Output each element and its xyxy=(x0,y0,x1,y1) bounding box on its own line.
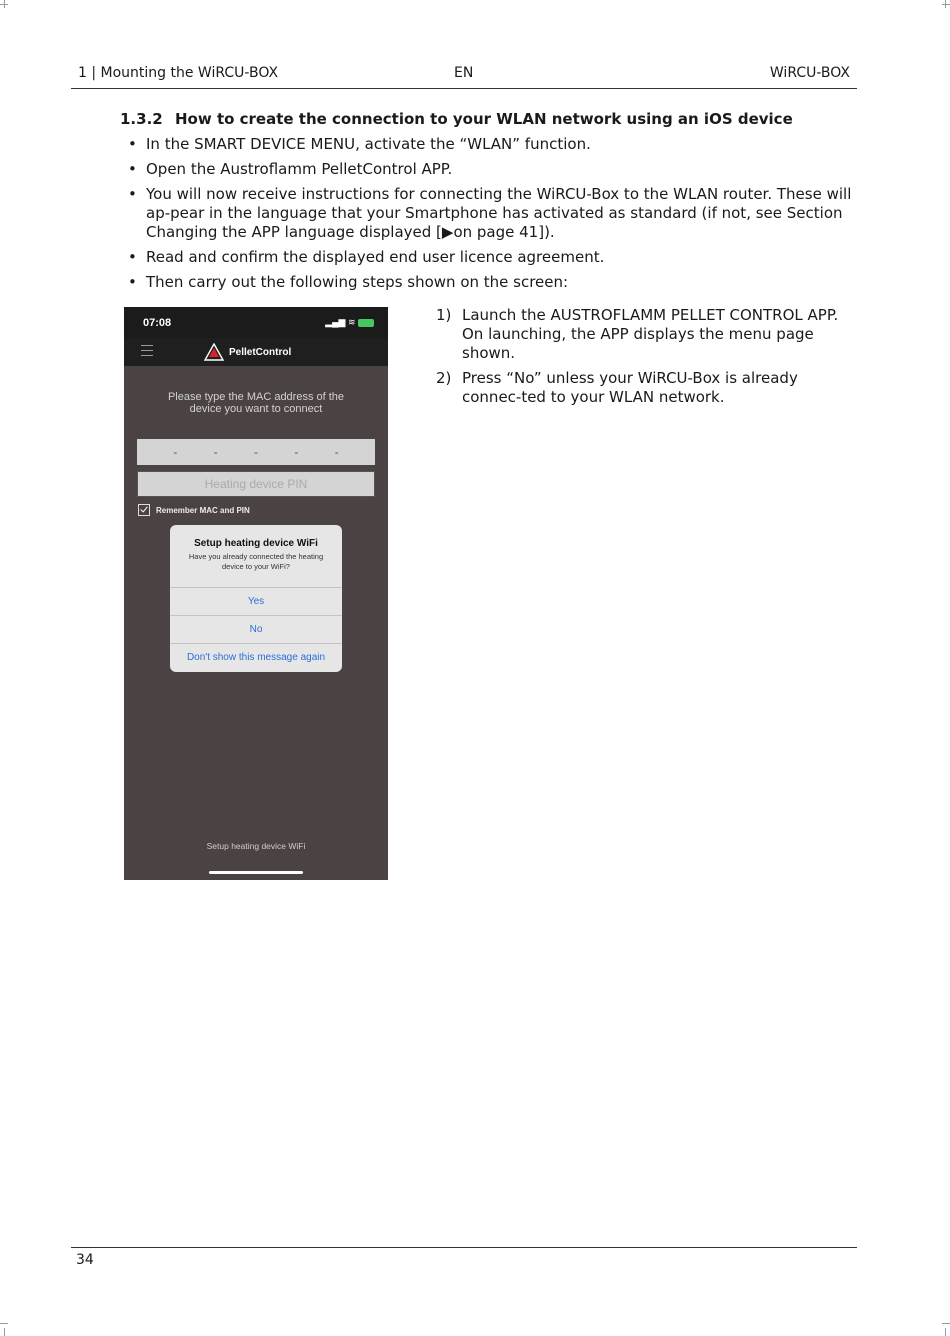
dialog-title: Setup heating device WiFi xyxy=(194,538,318,549)
remember-label: Remember MAC and PIN xyxy=(156,505,250,515)
step-item xyxy=(436,306,850,363)
setup-wifi-footer: Setup heating device WiFi xyxy=(206,841,306,851)
dialog-message: Have you already connected the heating device to your WiFi? xyxy=(188,552,324,571)
footer-divider xyxy=(71,1247,857,1248)
list-item: • Read and confirm the displayed end user licence agreement. xyxy=(128,248,852,267)
home-indicator xyxy=(209,871,303,874)
dialog-dont-show-button: Don't show this message again xyxy=(170,643,342,671)
status-icons: ▂▄▆ ≋ xyxy=(325,317,374,328)
step-list xyxy=(436,306,850,413)
pin-input: Heating device PIN xyxy=(137,471,375,497)
chapter-title: 1 | Mounting the WiRCU-BOX xyxy=(78,65,279,81)
list-item: • Open the Austroflamm PelletControl APP. xyxy=(128,160,852,179)
dialog-yes-button: Yes xyxy=(170,587,342,615)
remember-checkbox xyxy=(138,504,250,516)
page-number: 34 xyxy=(76,1252,94,1268)
product-name: WiRCU-BOX xyxy=(769,65,850,81)
crop-mark xyxy=(4,1328,5,1336)
crop-mark xyxy=(945,1328,946,1336)
crop-mark xyxy=(942,4,950,13)
instruction-list xyxy=(128,135,852,298)
list-item: • Then carry out the following steps shown on the screen: xyxy=(128,273,852,292)
step-text: Launch the AUSTROFLAMM PELLET CONTROL APP. On launching, the APP displays the menu page shown. xyxy=(462,306,839,362)
crop-mark xyxy=(945,0,946,8)
step-number: 2) xyxy=(436,369,452,387)
phone-screenshot xyxy=(124,307,388,880)
phone-status-bar xyxy=(124,307,388,338)
step-number: 1) xyxy=(436,306,452,324)
app-name: PelletControl xyxy=(229,347,292,358)
checkbox-checked-icon xyxy=(138,504,150,516)
mac-separator: - xyxy=(213,445,218,459)
language-code: EN xyxy=(454,65,474,81)
list-item: • In the SMART DEVICE MENU, activate the “WLAN” function. xyxy=(128,135,852,154)
dialog-no-button: No xyxy=(170,615,342,643)
status-time: 07:08 xyxy=(143,317,172,329)
crop-mark xyxy=(942,1323,950,1332)
header-divider xyxy=(71,88,857,89)
mac-separator: - xyxy=(334,445,339,459)
mac-separator: - xyxy=(294,445,299,459)
battery-icon xyxy=(358,319,374,327)
page-header xyxy=(71,64,857,88)
setup-wifi-dialog xyxy=(170,525,342,672)
section-title: How to create the connection to your WLAN network using an iOS device xyxy=(175,110,793,128)
mac-prompt: Please type the MAC address of the device you want to connect xyxy=(167,391,345,415)
mac-address-input xyxy=(137,439,375,465)
step-item xyxy=(436,369,850,407)
mac-separator: - xyxy=(173,445,178,459)
list-item: • You will now receive instructions for connecting the WiRCU-Box to the WLAN router. These will ap-pear in the language that your Smartphone has activated as standard (if not, see Section Changing the APP language displayed [▶on page 41]). xyxy=(128,185,852,242)
step-text: Press “No” unless your WiRCU-Box is already connec-ted to your WLAN network. xyxy=(462,369,798,406)
section-number: 1.3.2 xyxy=(120,110,163,128)
crop-mark xyxy=(4,0,5,8)
mac-separator: - xyxy=(253,445,258,459)
app-navbar xyxy=(124,338,388,366)
hamburger-menu-icon xyxy=(141,345,153,357)
pelletcontrol-logo-icon xyxy=(204,343,224,361)
section-heading xyxy=(120,110,793,128)
